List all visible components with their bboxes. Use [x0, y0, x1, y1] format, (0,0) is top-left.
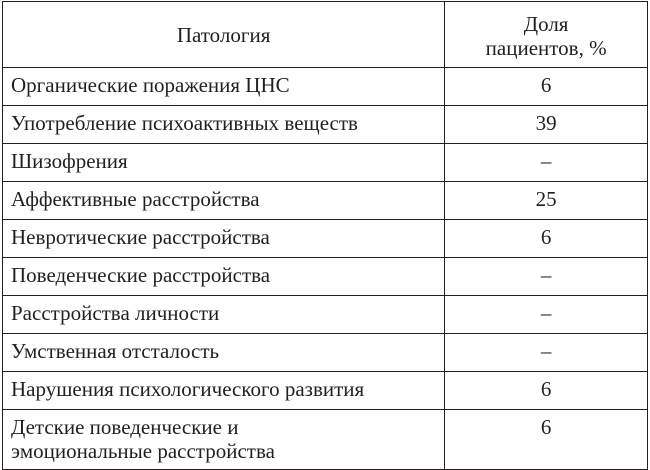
table-row — [3, 144, 648, 182]
header-share-line2: пациентов, % — [485, 35, 607, 60]
pathology-table — [2, 1, 648, 470]
row-pathology: Невротические расстройства — [3, 220, 445, 258]
table-row — [3, 334, 648, 372]
table-row — [3, 68, 648, 106]
row-pathology: Нарушения психологического развития — [3, 372, 445, 410]
header-row — [3, 2, 648, 68]
table-row — [3, 372, 648, 410]
row-share: 6 — [445, 68, 648, 106]
row-pathology-line1: Детские поведенческие и — [11, 415, 239, 439]
header-share-line1: Доля — [523, 11, 569, 36]
header-pathology: Патология — [3, 2, 445, 68]
row-share: 6 — [445, 220, 648, 258]
row-pathology — [3, 410, 445, 470]
row-pathology: Органические поражения ЦНС — [3, 68, 445, 106]
table-header — [3, 2, 648, 68]
row-share: – — [445, 144, 648, 182]
row-pathology: Шизофрения — [3, 144, 445, 182]
row-pathology: Расстройства личности — [3, 296, 445, 334]
row-pathology: Употребление психоактивных веществ — [3, 106, 445, 144]
row-share: – — [445, 258, 648, 296]
row-pathology: Умственная отсталость — [3, 334, 445, 372]
table-row — [3, 258, 648, 296]
row-pathology: Поведенческие расстройства — [3, 258, 445, 296]
row-share: 6 — [445, 410, 648, 470]
row-pathology-line2: эмоциональные расстройства — [11, 439, 275, 463]
row-share: 6 — [445, 372, 648, 410]
table-row — [3, 296, 648, 334]
table-row — [3, 182, 648, 220]
row-share: – — [445, 334, 648, 372]
row-share: – — [445, 296, 648, 334]
table-row — [3, 410, 648, 470]
header-patient-share — [445, 2, 648, 68]
table-row — [3, 220, 648, 258]
table-body — [3, 68, 648, 470]
row-pathology: Аффективные расстройства — [3, 182, 445, 220]
table-row — [3, 106, 648, 144]
row-share: 25 — [445, 182, 648, 220]
row-share: 39 — [445, 106, 648, 144]
